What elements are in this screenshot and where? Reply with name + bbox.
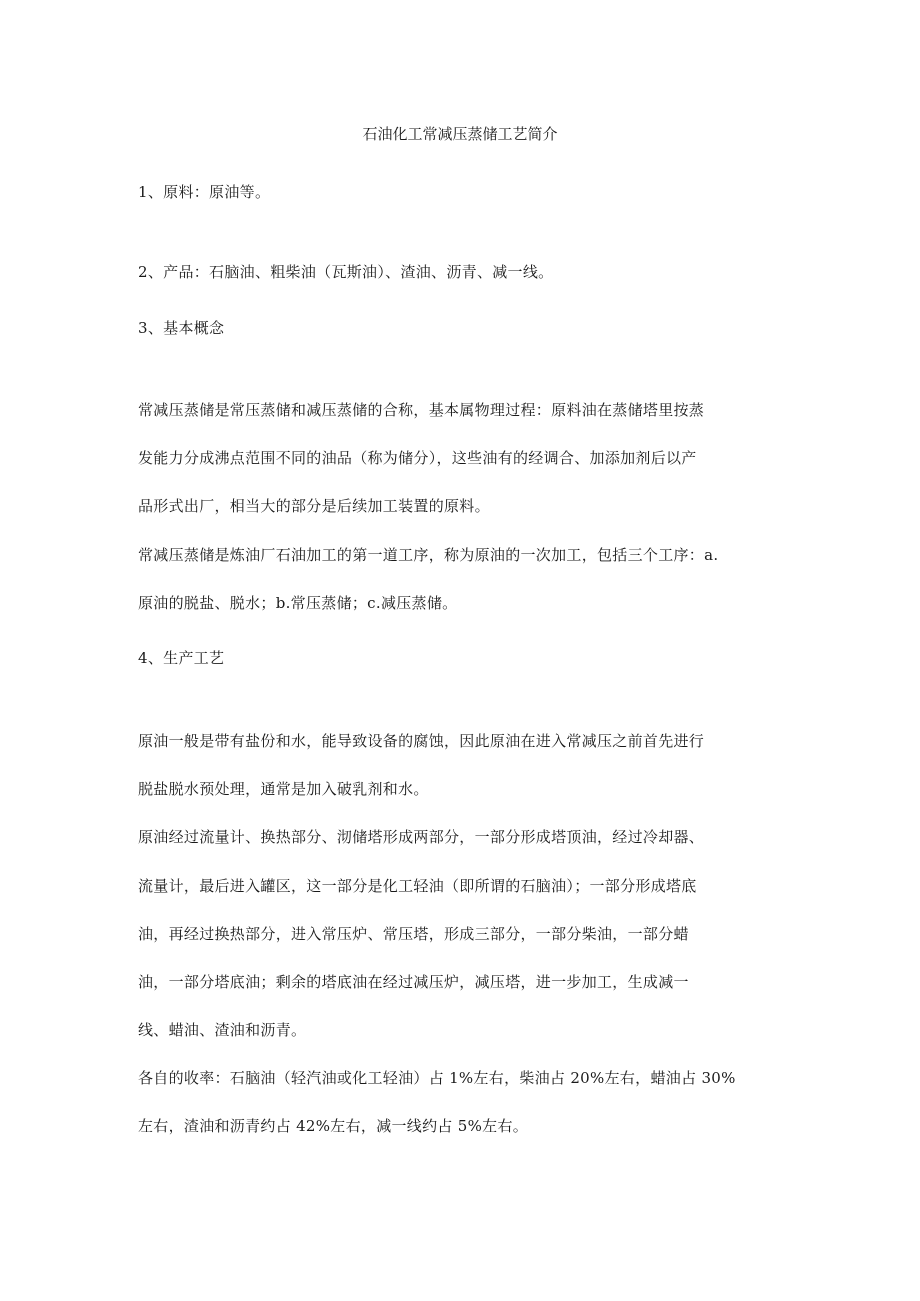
paragraph-line: 流量计，最后进入罐区，这一部分是化工轻油（即所谓的石脑油）；一部分形成塔底 [138,877,697,895]
section-products: 2、产品：石脑油、粗柴油（瓦斯油）、渣油、沥青、减一线。 [138,263,554,281]
paragraph-line: 左右，渣油和沥青约占 42%左右，减一线约占 5%左右。 [138,1117,529,1135]
section-heading-process: 4、生产工艺 [138,649,225,667]
document-title: 石油化工常减压蒸储工艺简介 [362,125,558,143]
paragraph-line: 原油经过流量计、换热部分、沏储塔形成两部分，一部分形成塔顶油，经过冷却器、 [138,828,705,846]
paragraph-line: 各自的收率：石脑油（轻汽油或化工轻油）占 1%左右，柴油占 20%左右，蜡油占 30% [138,1069,736,1087]
paragraph-line: 线、蜡油、渣油和沥青。 [138,1021,307,1039]
paragraph-line: 油，再经过换热部分，进入常压炉、常压塔，形成三部分，一部分柴油，一部分蜡 [138,925,689,943]
paragraph-line: 常减压蒸储是常压蒸储和减压蒸储的合称，基本属物理过程：原料油在蒸储塔里按蒸 [138,401,705,419]
paragraph-line: 品形式出厂，相当大的部分是后续加工装置的原料。 [138,497,490,515]
paragraph-line: 发能力分成沸点范围不同的油品（称为储分），这些油有的经调合、加添加剂后以产 [138,449,697,467]
paragraph-line: 脱盐脱水预处理，通常是加入破乳剂和水。 [138,780,429,798]
section-raw-materials: 1、原料：原油等。 [138,183,271,201]
paragraph-line: 原油的脱盐、脱水；b.常压蒸储；c.减压蒸储。 [138,594,458,612]
paragraph-line: 常减压蒸储是炼油厂石油加工的第一道工序，称为原油的一次加工，包括三个工序：a. [138,546,719,564]
paragraph-line: 油，一部分塔底油；剩余的塔底油在经过减压炉，减压塔，进一步加工，生成减一 [138,973,689,991]
paragraph-line: 原油一般是带有盐份和水，能导致设备的腐蚀，因此原油在进入常减压之前首先进行 [138,732,705,750]
section-heading-concepts: 3、基本概念 [138,319,225,337]
